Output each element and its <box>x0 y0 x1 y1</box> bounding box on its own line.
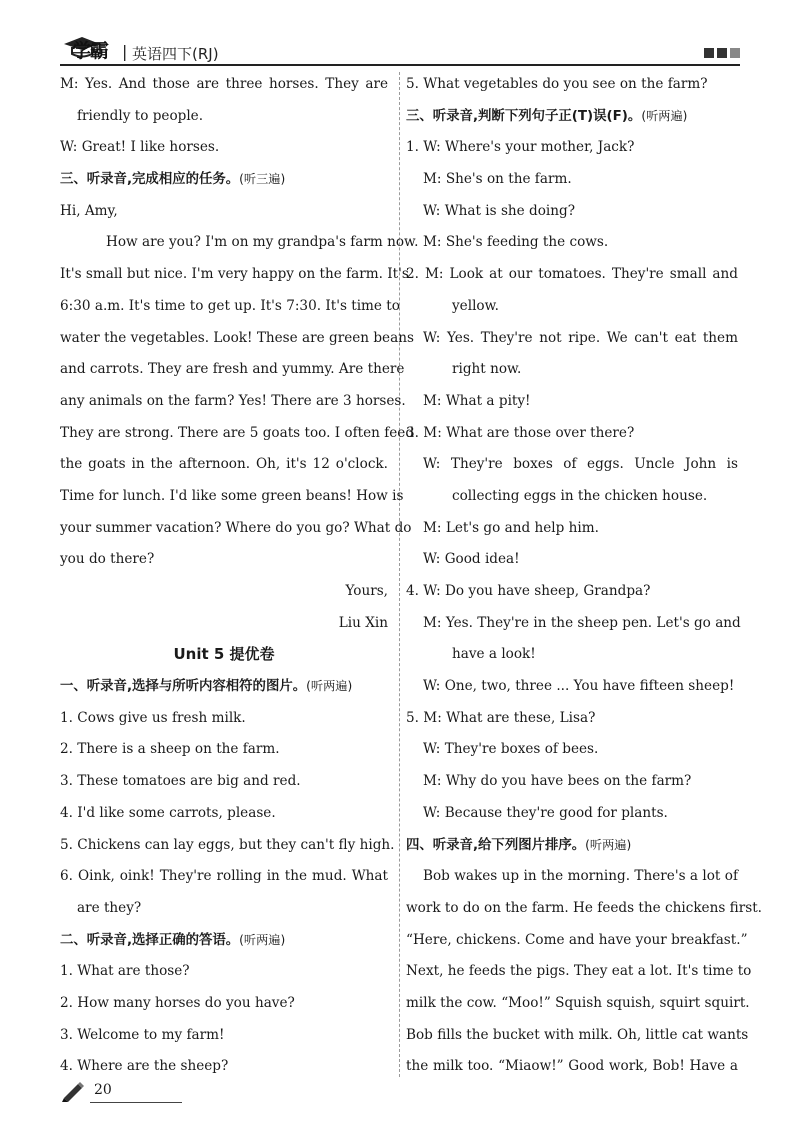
text-line: 1. Cows give us fresh milk. <box>60 709 246 726</box>
section-heading-text: 三、听录音,判断下列句子正(T)误(F)。 <box>406 108 642 124</box>
text-line: W: Good idea! <box>423 551 520 568</box>
text-line: right now. <box>452 361 522 378</box>
text-line: the goats in the afternoon. Oh, it's 12 o'clock. <box>60 456 388 473</box>
text-line: M: She's feeding the cows. <box>423 234 609 251</box>
pencil-icon <box>60 1080 86 1102</box>
text-line: 4. W: Do you have sheep, Grandpa? <box>406 583 651 599</box>
text-line: M: Why do you have bees on the farm? <box>423 773 692 790</box>
section-heading-text: 一、听录音,选择与所听内容相符的图片。 <box>60 679 307 695</box>
text-line: “Here, chickens. Come and have your breakfast.” <box>406 931 748 948</box>
book-subject-title: 英语四下(RJ) <box>132 45 219 63</box>
text-line: Hi, Amy, <box>60 202 118 219</box>
left-column <box>60 69 419 1083</box>
right-column <box>406 69 762 1083</box>
unit-title: Unit 5 提优卷 <box>173 645 275 664</box>
section-heading <box>60 164 388 196</box>
section-heading <box>60 925 388 957</box>
logo-text: 学霸 <box>72 40 109 62</box>
text-line: water the vegetables. Look! These are green beans <box>60 329 414 346</box>
text-line: 5. What vegetables do you see on the farm? <box>406 76 708 92</box>
text-line: How are you? I'm on my grandpa's farm now. <box>106 234 419 251</box>
text-line: any animals on the farm? Yes! There are 3 horses. <box>60 392 406 409</box>
text-line: 5. M: What are these, Lisa? <box>406 709 596 726</box>
section-heading <box>60 671 388 703</box>
text-line: have a look! <box>452 646 536 663</box>
header-rule <box>60 64 740 66</box>
text-line: W: They're boxes of eggs. Uncle John is <box>423 456 738 473</box>
text-line: 3. M: What are those over there? <box>406 424 635 441</box>
text-line: They are strong. There are 5 goats too. I often feed <box>60 424 415 441</box>
section-heading-text: 四、听录音,给下列图片排序。 <box>406 837 586 853</box>
text-line: Bob fills the bucket with milk. Oh, little cat wants <box>406 1026 749 1043</box>
text-line: 1. What are those? <box>60 963 190 980</box>
text-line: W: Yes. They're not ripe. We can't eat them <box>423 329 738 346</box>
text-line: 3. Welcome to my farm! <box>60 1026 225 1043</box>
text-line: M: She's on the farm. <box>423 171 572 188</box>
section-heading <box>406 101 738 133</box>
text-line: are they? <box>77 899 142 916</box>
text-line: and carrots. They are fresh and yummy. Are there <box>60 361 405 378</box>
text-line: 5. Chickens can lay eggs, but they can't fly high. <box>60 836 395 853</box>
listen-times-note: (听两遍) <box>239 932 286 947</box>
listen-times-note: (听两遍) <box>306 679 353 694</box>
text-line: W: What is she doing? <box>423 202 576 219</box>
text-line: W: One, two, three ... You have fifteen sheep! <box>423 678 735 695</box>
text-line: M: Yes. They're in the sheep pen. Let's go and <box>423 614 741 631</box>
text-line: 4. Where are the sheep? <box>60 1058 229 1075</box>
page-footer <box>60 1080 200 1104</box>
text-line: W: Great! I like horses. <box>60 139 220 156</box>
text-line: work to do on the farm. He feeds the chickens first. <box>406 899 762 916</box>
section-heading-text: 二、听录音,选择正确的答语。 <box>60 932 240 948</box>
text-line: 2. M: Look at our tomatoes. They're small and <box>406 266 738 283</box>
section-heading <box>406 830 738 862</box>
text-line: Bob wakes up in the morning. There's a lot of <box>423 868 738 885</box>
text-line: Time for lunch. I'd like some green beans! How is <box>60 487 404 504</box>
column-divider <box>399 72 400 1077</box>
text-line: W: Because they're good for plants. <box>423 804 668 821</box>
listen-times-note: (听两遍) <box>641 108 688 123</box>
text-line: your summer vacation? Where do you go? What do <box>60 519 412 536</box>
header-separator: | <box>122 42 128 61</box>
text-line: M: Let's go and help him. <box>423 519 599 536</box>
section-heading-text: 三、听录音,完成相应的任务。 <box>60 172 240 188</box>
text-line: It's small but nice. I'm very happy on the farm. It's <box>60 266 409 283</box>
text-line: W: They're boxes of bees. <box>423 741 599 758</box>
page-header <box>60 30 740 66</box>
footer-rule <box>90 1102 182 1103</box>
text-line: milk the cow. “Moo!” Squish squish, squirt squirt. <box>406 994 750 1011</box>
text-line: M: What a pity! <box>423 392 531 409</box>
text-line: 1. W: Where's your mother, Jack? <box>406 139 635 156</box>
text-line: 6. Oink, oink! They're rolling in the mud. What <box>60 868 388 885</box>
text-line: 2. How many horses do you have? <box>60 994 295 1011</box>
text-line: the milk too. “Miaow!” Good work, Bob! Have a <box>406 1058 738 1075</box>
text-line: 4. I'd like some carrots, please. <box>60 804 276 821</box>
text-line: you do there? <box>60 551 155 568</box>
text-line: M: Yes. And those are three horses. They are <box>60 76 388 92</box>
text-line: 3. These tomatoes are big and red. <box>60 773 301 790</box>
text-line: 6:30 a.m. It's time to get up. It's 7:30. It's time to <box>60 297 400 314</box>
text-line: Liu Xin <box>338 614 388 631</box>
text-line: Next, he feeds the pigs. They eat a lot. It's time to <box>406 963 752 980</box>
listen-times-note: (听两遍) <box>585 837 632 852</box>
text-line: friendly to people. <box>77 107 204 124</box>
text-line: yellow. <box>452 297 499 314</box>
page-number: 20 <box>94 1082 112 1098</box>
header-squares-decoration <box>704 48 740 58</box>
text-line: 2. There is a sheep on the farm. <box>60 741 280 758</box>
text-line: collecting eggs in the chicken house. <box>452 487 708 504</box>
text-line: Yours, <box>345 583 388 599</box>
listen-times-note: (听三遍) <box>239 172 286 187</box>
